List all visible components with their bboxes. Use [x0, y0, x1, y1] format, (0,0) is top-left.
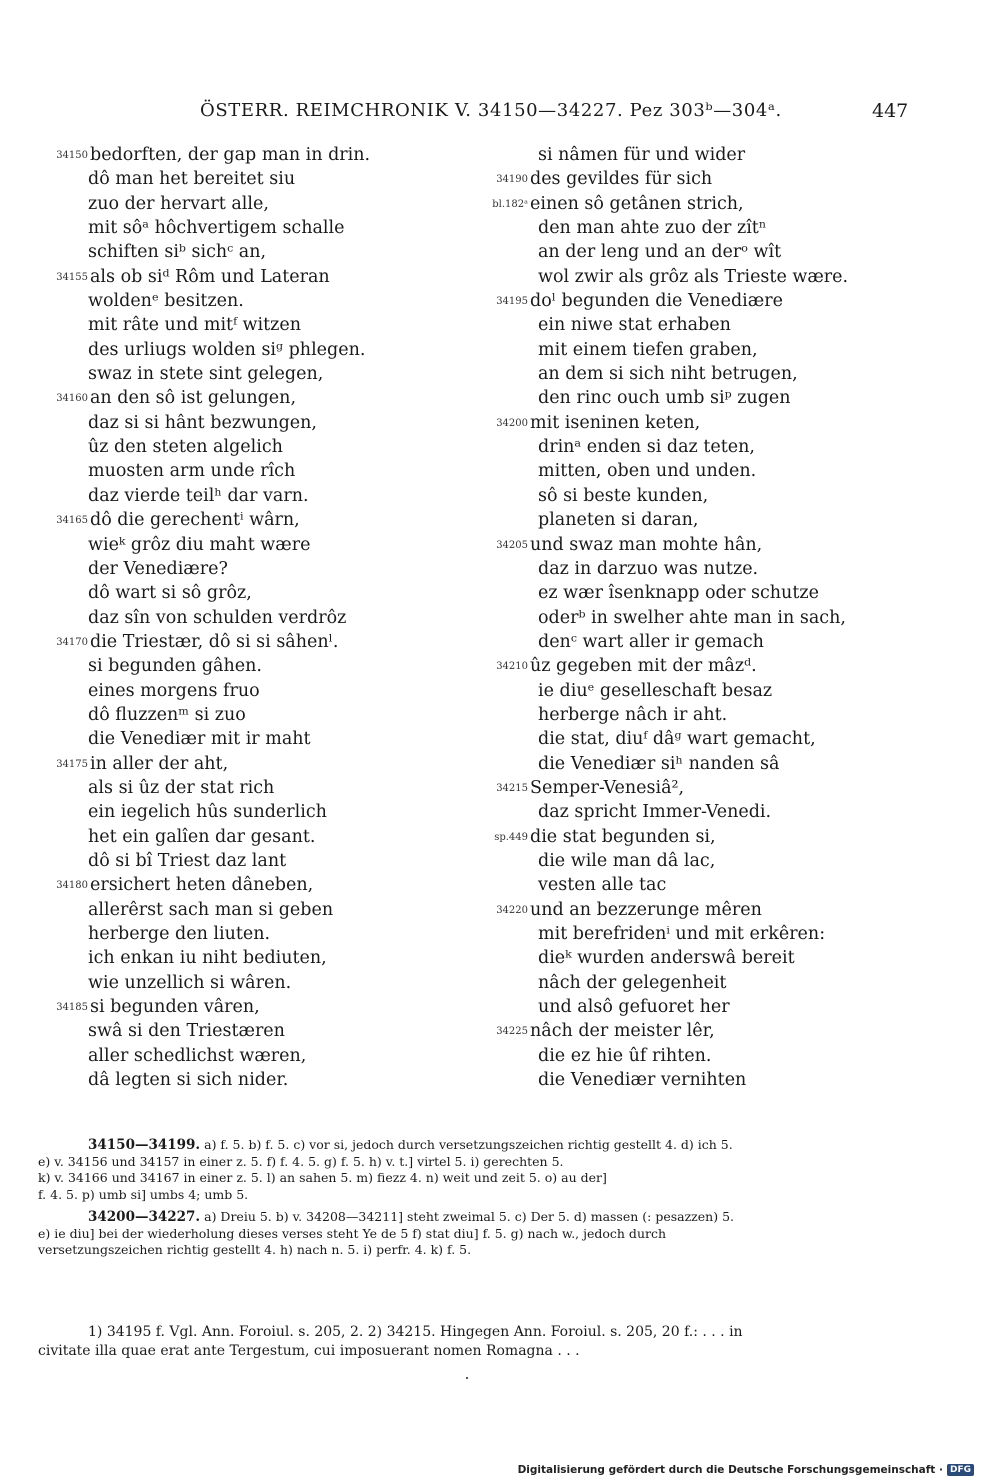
verse-line: [478, 289, 918, 313]
dfg-logo-icon: DFG: [947, 1464, 974, 1476]
verse-text: mit iseninen keten,: [530, 412, 701, 433]
verse-text: und alsô gefuoret her: [538, 997, 730, 1018]
verse-text: die Triestær, dô si si sâhenˡ.: [90, 631, 339, 652]
verse-line: [38, 362, 478, 386]
verse-line: [478, 727, 918, 751]
verse-number: 34225: [496, 1026, 528, 1038]
verse-line: [38, 240, 478, 264]
verse-text: dô fluzzenᵐ si zuo: [88, 704, 246, 725]
verse-line: [478, 971, 918, 995]
right-verse-column: [478, 143, 918, 1092]
verse-text: si begunden vâren,: [90, 997, 260, 1018]
verse-line: [478, 776, 918, 800]
verse-line: [38, 1044, 478, 1068]
verse-line: [478, 265, 918, 289]
verse-line: [38, 484, 478, 508]
verse-number: 34210: [496, 661, 528, 673]
verse-text: mit râte und mitᶠ witzen: [88, 315, 301, 336]
verse-line: [478, 654, 918, 678]
verse-line: [478, 143, 918, 167]
verse-text: des urliugs wolden siᵍ phlegen.: [88, 339, 366, 360]
verse-line: [478, 557, 918, 581]
verse-text: daz vierde teilʰ dar varn.: [88, 485, 309, 506]
verse-text: dâ legten si sich nider.: [88, 1070, 289, 1091]
verse-line: [478, 435, 918, 459]
verse-line: [38, 849, 478, 873]
verse-line: [478, 630, 918, 654]
verse-line: [478, 216, 918, 240]
page-header: [0, 100, 1000, 130]
verse-number: 34175: [56, 758, 88, 770]
verse-line: [478, 313, 918, 337]
verse-text: ein iegelich hûs sunderlich: [88, 802, 327, 823]
verse-text: einen sô getânen strich,: [530, 193, 744, 214]
verse-text: ich enkan iu niht bediuten,: [88, 948, 327, 969]
verse-line: [478, 240, 918, 264]
apparatus-line: k) v. 34166 und 34167 in einer z. 5. l) an sahen 5. m) fiezz 4. n) weit und zeit 5. o) au der]: [38, 1170, 607, 1185]
apparatus-line: versetzungszeichen richtig gestellt 4. h) nach n. 5. i) perfr. 4. k) f. 5.: [38, 1242, 472, 1257]
verse-text: si begunden gâhen.: [88, 656, 262, 677]
verse-text: daz in darzuo was nutze.: [538, 558, 759, 579]
verse-text: ûz gegeben mit der mâzᵈ.: [530, 656, 757, 677]
verse-line: [478, 338, 918, 362]
verse-text: swâ si den Triestæren: [88, 1021, 285, 1042]
verse-number: 34185: [56, 1002, 88, 1014]
verse-text: wieᵏ grôz diu maht wære: [88, 534, 311, 555]
verse-text: nâch der meister lêr,: [530, 1021, 715, 1042]
footnote-line: 1) 34195 f. Vgl. Ann. Foroiul. s. 205, 2. 2) 34215. Hingegen Ann. Foroiul. s. 205, 20 f.: . . . in: [88, 1324, 743, 1340]
verse-text: allerêrst sach man si geben: [88, 899, 334, 920]
verse-text: ie diuᵉ geselleschaft besaz: [538, 680, 773, 701]
verse-line: [478, 898, 918, 922]
verse-text: dô wart si sô grôz,: [88, 583, 252, 604]
apparatus-line: [38, 1137, 898, 1154]
decorative-dot: [466, 1377, 468, 1379]
verse-text: und an bezzerunge mêren: [530, 899, 762, 920]
verse-number: 34205: [496, 539, 528, 551]
verse-line: [38, 971, 478, 995]
verse-line: [38, 435, 478, 459]
verse-line: [478, 800, 918, 824]
verse-line: [478, 849, 918, 873]
verse-line: [38, 679, 478, 703]
verse-text: und swaz man mohte hân,: [530, 534, 763, 555]
verse-text: schiften siᵇ sichᶜ an,: [88, 242, 267, 263]
verse-number: 34215: [496, 782, 528, 794]
verse-line: [38, 265, 478, 289]
verse-text: als si ûz der stat rich: [88, 777, 275, 798]
verse-number: 34170: [56, 636, 88, 648]
verse-number: 34150: [56, 150, 88, 161]
verse-text: oderᵇ in swelher ahte man in sach,: [538, 607, 846, 628]
verse-number: 34160: [56, 393, 88, 405]
verse-text: des gevildes für sich: [530, 169, 713, 190]
verse-line: [38, 192, 478, 216]
verse-text: die Venediær mit ir maht: [88, 729, 311, 750]
verse-line: [478, 484, 918, 508]
verse-line: [478, 1068, 918, 1092]
verse-number: 34195: [496, 296, 528, 308]
verse-line: [38, 946, 478, 970]
verse-line: [478, 386, 918, 410]
verse-line: [478, 1019, 918, 1043]
verse-text: si nâmen für und wider: [538, 145, 746, 165]
verse-text: eines morgens fruo: [88, 680, 260, 701]
verse-text: die Venediær siʰ nanden sâ: [538, 753, 780, 774]
verse-text: die Venediær vernihten: [538, 1070, 747, 1091]
verse-line: [38, 216, 478, 240]
verse-line: [38, 630, 478, 654]
verse-text: daz sîn von schulden verdrôz: [88, 607, 347, 628]
apparatus-line: [38, 1209, 898, 1226]
verse-line: [38, 752, 478, 776]
verse-text: ez wær îsenknapp oder schutze: [538, 583, 819, 604]
verse-line: [478, 533, 918, 557]
verse-line: [38, 533, 478, 557]
verse-line: [38, 459, 478, 483]
apparatus-block-1: [38, 1137, 898, 1203]
verse-line: [38, 727, 478, 751]
verse-text: vesten alle tac: [538, 875, 667, 896]
verse-line: [478, 606, 918, 630]
apparatus-line: f. 4. 5. p) umb si] umbs 4; umb 5.: [38, 1186, 249, 1202]
verse-line: [38, 508, 478, 532]
verse-text: daz spricht Immer-Venedi.: [538, 802, 772, 823]
verse-line: [478, 703, 918, 727]
verse-line: [38, 167, 478, 191]
verse-line: [38, 289, 478, 313]
verse-line: [478, 459, 918, 483]
apparatus-range: 34150—34199.: [88, 1137, 201, 1153]
verse-text: woldenᵉ besitzen.: [88, 291, 244, 312]
verse-line: [478, 581, 918, 605]
verse-text: der Venediære?: [88, 558, 228, 579]
verse-line: [478, 995, 918, 1019]
verse-line: [38, 703, 478, 727]
verse-text: planeten si daran,: [538, 510, 699, 531]
verse-text: an dem si sich niht betrugen,: [538, 364, 798, 385]
verse-line: [38, 313, 478, 337]
verse-number: 34200: [496, 417, 528, 429]
verse-text: daz si si hânt bezwungen,: [88, 412, 317, 433]
verse-text: ûz den steten algelich: [88, 437, 283, 458]
verse-text: herberge nâch ir aht.: [538, 704, 728, 725]
verse-line: [38, 825, 478, 849]
left-verse-column: [38, 143, 478, 1092]
verse-text: bedorften, der gap man in drin.: [90, 145, 371, 165]
footnote-line: civitate illa quae erat ante Tergestum, cui imposuerant nomen Romagna . . .: [38, 1343, 580, 1359]
verse-text: mit einem tiefen graben,: [538, 339, 758, 360]
verse-line: [38, 1019, 478, 1043]
verse-line: [478, 679, 918, 703]
verse-line: [38, 386, 478, 410]
verse-text: wie unzellich si wâren.: [88, 972, 292, 993]
verse-text: drinᵃ enden si daz teten,: [538, 437, 755, 458]
verse-text: den man ahte zuo der zîtⁿ: [538, 218, 767, 239]
verse-line: [38, 411, 478, 435]
verse-line: [478, 411, 918, 435]
verse-line: [38, 581, 478, 605]
verse-line: [38, 143, 478, 167]
verse-text: mit sôᵃ hôchvertigem schalle: [88, 218, 345, 239]
page-number: 447: [872, 100, 909, 122]
verse-line: [38, 1068, 478, 1092]
verse-line: [478, 922, 918, 946]
verse-line: [478, 946, 918, 970]
running-head: ÖSTERR. REIMCHRONIK V. 34150—34227. Pez 303ᵇ—304ᵃ.: [200, 100, 782, 121]
verse-text: ersichert heten dâneben,: [90, 875, 314, 896]
verse-text: Semper-Venesiâ²,: [530, 777, 685, 798]
verse-text: die wile man dâ lac,: [538, 850, 716, 871]
verse-text: dieᵏ wurden anderswâ bereit: [538, 948, 795, 969]
verse-text: an den sô ist gelungen,: [90, 388, 297, 409]
verse-line: [478, 192, 918, 216]
verse-line: [478, 873, 918, 897]
verse-text: aller schedlichst wæren,: [88, 1045, 307, 1066]
verse-text: nâch der gelegenheit: [538, 972, 727, 993]
verse-line: [478, 825, 918, 849]
verse-text: die stat, diuᶠ dâᵍ wart gemacht,: [538, 729, 816, 750]
verse-number: 34165: [56, 515, 88, 527]
verse-line: [38, 995, 478, 1019]
verse-text: den rinc ouch umb siᵖ zugen: [538, 388, 791, 409]
verse-line: [478, 508, 918, 532]
verse-text: muosten arm unde rîch: [88, 461, 296, 482]
verse-line: [38, 606, 478, 630]
apparatus-range: 34200—34227.: [88, 1209, 201, 1225]
verse-text: mit berefridenⁱ und mit erkêren:: [538, 924, 826, 944]
verse-text: zuo der hervart alle,: [88, 193, 269, 214]
verse-text: die ez hie ûf rihten.: [538, 1045, 712, 1066]
verse-text: wol zwir als grôz als Trieste wære.: [538, 266, 849, 287]
verse-line: [478, 167, 918, 191]
verse-text: sô si beste kunden,: [538, 485, 709, 506]
verse-line: [478, 1044, 918, 1068]
verse-line: [38, 800, 478, 824]
verse-line: [38, 922, 478, 946]
verse-number: 34190: [496, 174, 528, 186]
verse-text: als ob siᵈ Rôm und Lateran: [90, 266, 330, 287]
verse-line: [38, 338, 478, 362]
digitization-credit: [518, 1464, 974, 1476]
apparatus-text: a) Dreiu 5. b) v. 34208—34211] steht zweimal 5. c) Der 5. d) massen (: pesazzen) 5.: [204, 1209, 734, 1224]
verse-text: in aller der aht,: [90, 753, 229, 774]
verse-text: denᶜ wart aller ir gemach: [538, 631, 764, 652]
verse-line: [38, 557, 478, 581]
verse-number: 34180: [56, 880, 88, 892]
verse-text: die stat begunden si,: [530, 826, 716, 847]
verse-text: swaz in stete sint gelegen,: [88, 364, 324, 385]
verse-text: dô die gerechentⁱ wârn,: [90, 510, 300, 531]
verse-text: dô man het bereitet siu: [88, 169, 296, 190]
footnotes: [38, 1323, 898, 1361]
verse-text: doˡ begunden die Venediære: [530, 291, 783, 312]
verse-text: dô si bî Triest daz lant: [88, 850, 287, 871]
verse-text: het ein galîen dar gesant.: [88, 826, 316, 847]
verse-text: ein niwe stat erhaben: [538, 315, 731, 336]
apparatus-text: a) f. 5. b) f. 5. c) vor si, jedoch durch versetzungszeichen richtig gestellt 4. d) ich 5.: [204, 1137, 733, 1152]
verse-number: sp.449: [494, 831, 528, 843]
verse-text: mitten, oben und unden.: [538, 461, 757, 482]
verse-line: [38, 776, 478, 800]
credit-text: Digitalisierung gefördert durch die Deutsche Forschungsgemeinschaft ·: [517, 1464, 943, 1476]
verse-number: 34220: [496, 904, 528, 916]
critical-apparatus: [38, 1137, 898, 1265]
apparatus-line: e) ie diu] bei der wiederholung dieses verses steht Ye de 5 f) stat diu] f. 5. g) nach w., jedoch durch: [38, 1225, 667, 1241]
verse-line: [478, 752, 918, 776]
apparatus-line: e) v. 34156 und 34157 in einer z. 5. f) f. 4. 5. g) f. 5. h) v. t.] virtel 5. i) gerechten 5.: [38, 1153, 564, 1169]
verse-number: bl.182ᵃ: [492, 198, 528, 210]
verse-line: [38, 898, 478, 922]
verse-text: an der leng und an derᵒ wît: [538, 242, 782, 263]
verse-line: [38, 654, 478, 678]
verse-line: [478, 362, 918, 386]
apparatus-block-2: [38, 1209, 898, 1259]
verse-text: herberge den liuten.: [88, 924, 271, 944]
verse-line: [38, 873, 478, 897]
verse-number: 34155: [56, 271, 88, 283]
